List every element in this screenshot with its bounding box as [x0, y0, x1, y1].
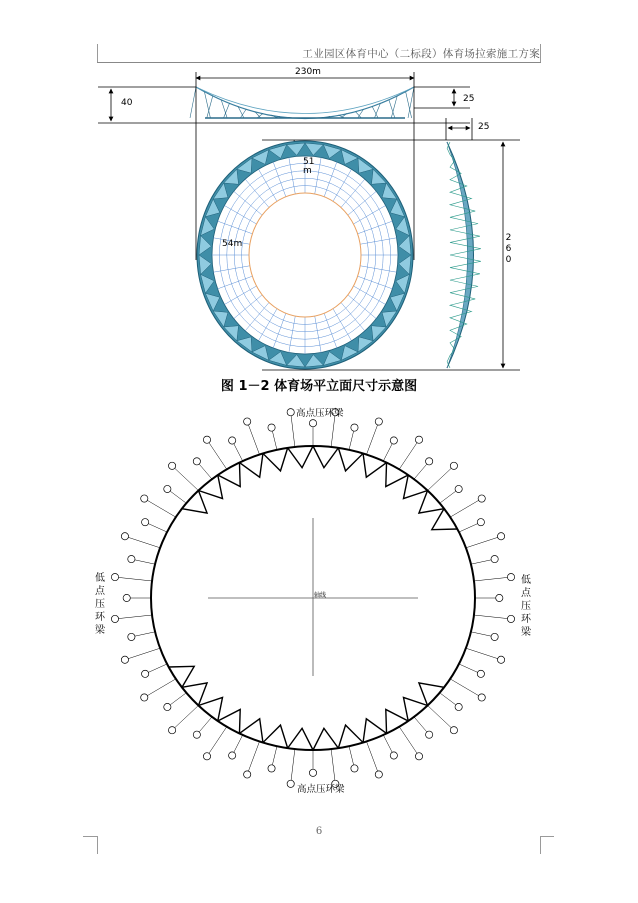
elevation-view	[190, 87, 414, 119]
dim-inner-left: 54m	[222, 239, 243, 249]
dim-inner-top: 51 m	[303, 157, 315, 176]
label-left-ring-beam: 低点压环梁	[95, 573, 105, 636]
cable-ring-plan	[111, 409, 514, 788]
figure-caption: 图 1－2 体育场平立面尺寸示意图	[220, 379, 418, 394]
label-right-ring-beam: 低点压环梁	[521, 575, 531, 638]
dim-width-top: 230m	[295, 67, 321, 77]
page-number: 6	[315, 826, 323, 837]
dim-side-width: 25	[478, 122, 490, 132]
dim-side-height: 260	[505, 233, 512, 265]
dim-height-right: 25	[463, 94, 475, 104]
label-top-ring-beam: 高点压环梁	[296, 408, 344, 419]
dim-height-left: 40	[121, 98, 133, 108]
side-view	[447, 142, 481, 368]
center-axis-label: 轴线	[314, 592, 327, 599]
page-header: 工业园区体育中心（二标段）体育场拉索施工方案	[302, 48, 540, 60]
label-bottom-ring-beam: 高点压环梁	[297, 784, 345, 795]
